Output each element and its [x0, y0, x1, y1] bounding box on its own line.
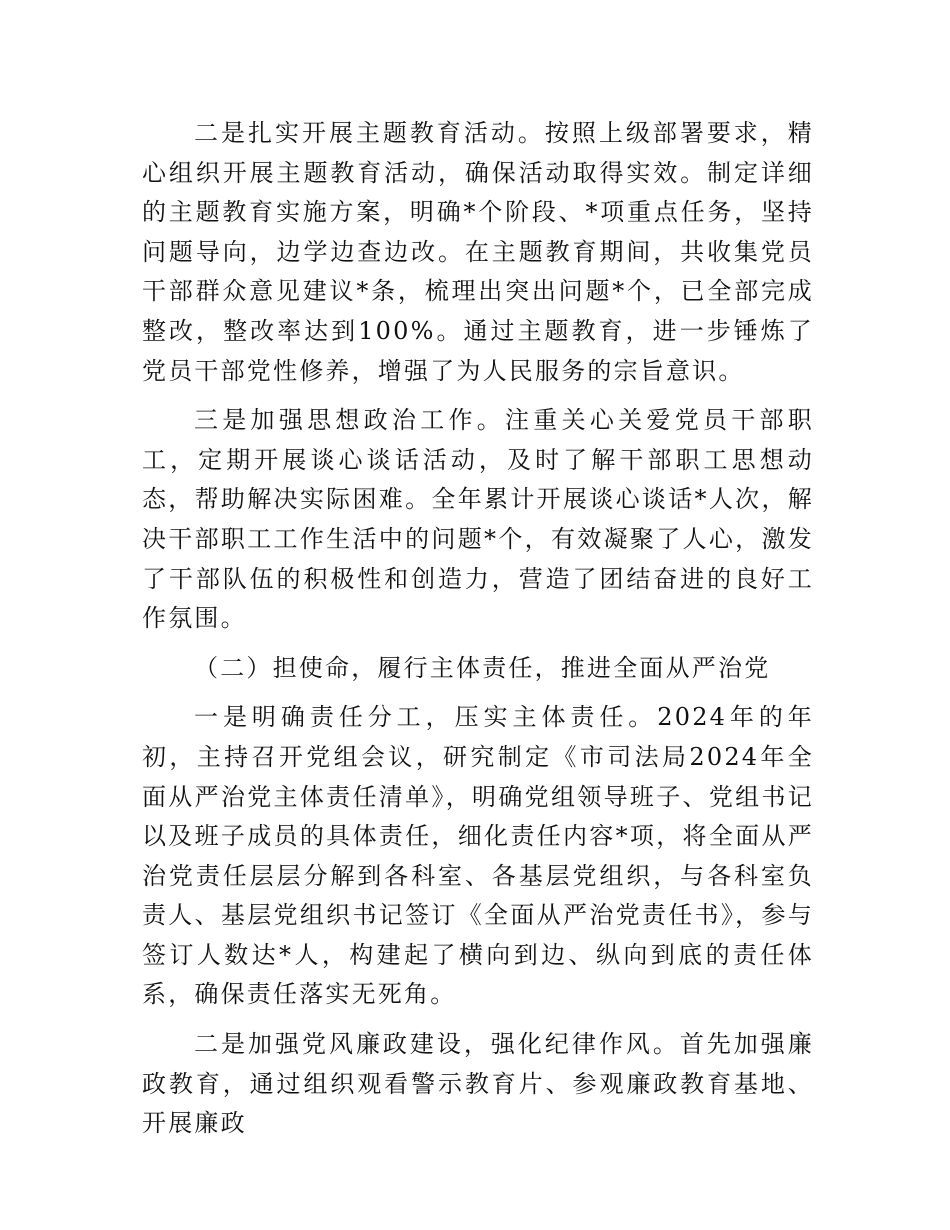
paragraph-theme-education: 二是扎实开展主题教育活动。按照上级部署要求，精心组织开展主题教育活动，确保活动取得实效。制定详细的主题教育实施方案，明确*个阶段、*项重点任务，坚持问题导向，边学边查边改。在主题教育期间，共收集党员干部群众意见建议*条，梳理出突出问题*个，已全部完成整改，整改率达到100%。通过主题教育，进一步锤炼了党员干部党性修养，增强了为人民服务的宗旨意识。: [142, 119, 814, 385]
section-heading: （二）担使命，履行主体责任，推进全面从严治党: [194, 653, 771, 682]
paragraph-ideological-work: 三是加强思想政治工作。注重关心关爱党员干部职工，定期开展谈心谈话活动，及时了解干部职工思想动态，帮助解决实际困难。全年累计开展谈心谈话*人次，解决干部职工工作生活中的问题*个，有效凝聚了人心，激发了干部队伍的积极性和创造力，营造了团结奋进的良好工作氛围。: [142, 406, 814, 633]
document-body: [142, 114, 814, 1144]
paragraph-responsibility: 一是明确责任分工，压实主体责任。2024年的年初，主持召开党组会议，研究制定《市司法局2024年全面从严治党主体责任清单》，明确党组领导班子、党组书记以及班子成员的具体责任，细化责任内容*项，将全面从严治党责任层层分解到各科室、各基层党组织，与各科室负责人、基层党组织书记签订《全面从严治党责任书》，参与签订人数达*人，构建起了横向到边、纵向到底的责任体系，确保责任落实无死角。: [142, 703, 814, 1009]
paragraph-integrity: 二是加强党风廉政建设，强化纪律作风。首先加强廉政教育，通过组织观看警示教育片、参观廉政教育基地、开展廉政: [142, 1030, 814, 1138]
